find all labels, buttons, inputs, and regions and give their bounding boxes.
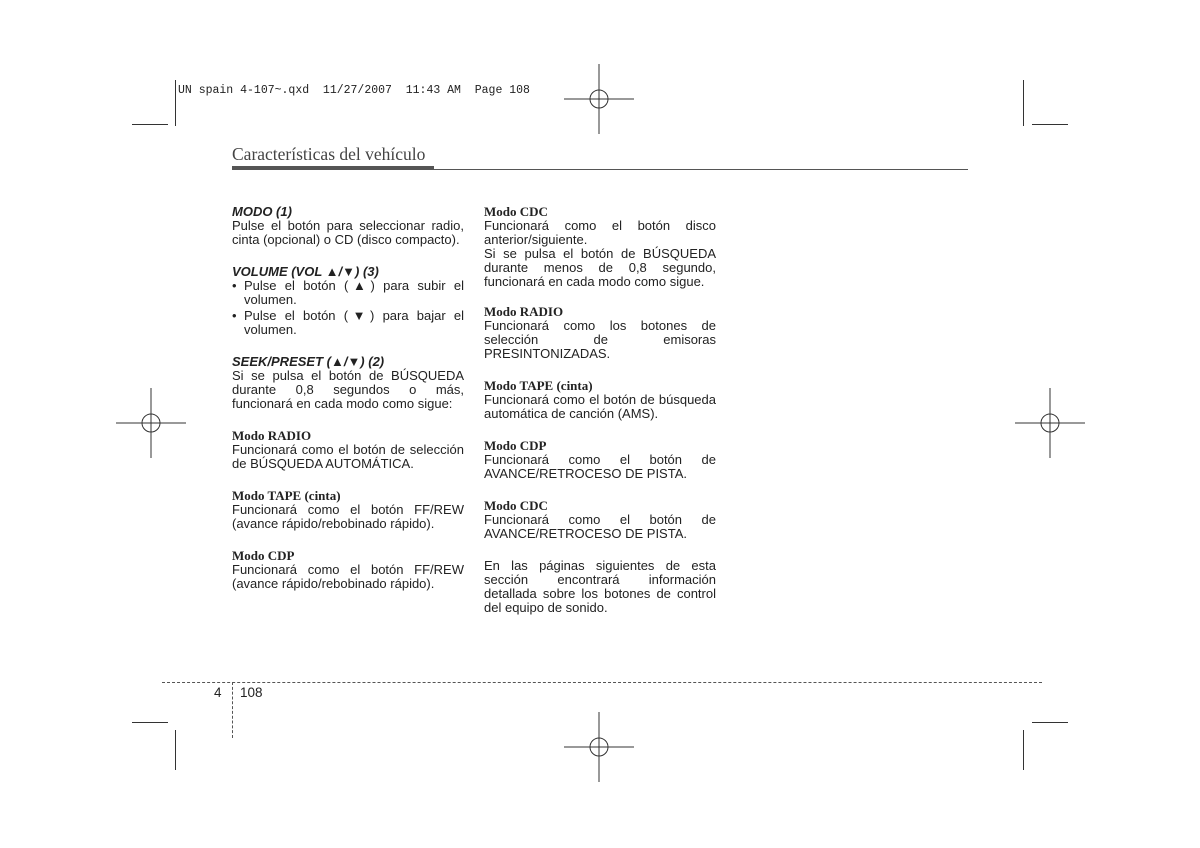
- crop-mark: [132, 124, 168, 125]
- crop-mark: [132, 722, 168, 723]
- tape-text: Funcionará como el botón de búsqueda automática de canción (AMS).: [484, 392, 716, 421]
- cdp-heading: Modo CDP: [232, 548, 295, 563]
- cdp-text-line: Funcionará como el botón de: [484, 452, 716, 467]
- crop-mark: [175, 80, 176, 126]
- footer-dashed-divider: [232, 682, 233, 738]
- cdc-heading: Modo CDC: [484, 204, 548, 219]
- print-slug: UN spain 4-107~.qxd 11/27/2007 11:43 AM Page 108: [178, 84, 530, 97]
- cdp-text: Funcionará como el botón FF/REW (avance rápido/rebobinado rápido).: [232, 562, 464, 591]
- radio-text-line: PRESINTONIZADAS.: [484, 346, 611, 361]
- tape-text: Funcionará como el botón FF/REW (avance rápido/rebobinado rápido).: [232, 502, 464, 531]
- list-item: [232, 279, 464, 307]
- radio-heading: Modo RADIO: [232, 428, 312, 443]
- radio-text: Funcionará como el botón de selección de BÚSQUEDA AUTOMÁTICA.: [232, 442, 464, 471]
- volume-down-text: Pulse el botón (▼) para bajar el volumen.: [244, 308, 464, 337]
- registration-crosshair-icon: [564, 712, 634, 782]
- cdc2-heading: Modo CDC: [484, 498, 548, 513]
- page-section: 4: [214, 685, 222, 700]
- volume-heading: VOLUME (VOL ▲/▼) (3): [232, 264, 379, 279]
- crop-mark: [1032, 124, 1068, 125]
- modo-heading: MODO (1): [232, 204, 292, 219]
- registration-crosshair-icon: [116, 388, 186, 458]
- bullet-icon: •: [232, 278, 237, 293]
- cdp-heading: Modo CDP: [484, 438, 547, 453]
- radio-text-line: Funcionará como los botones de: [484, 318, 716, 333]
- cdp-text-line: AVANCE/RETROCESO DE PISTA.: [484, 466, 687, 481]
- left-column: [232, 205, 464, 591]
- modo-text: Pulse el botón para seleccionar radio, cinta (opcional) o CD (disco compacto).: [232, 218, 464, 247]
- crop-mark: [1032, 722, 1068, 723]
- header-rule: [232, 169, 968, 170]
- short-press-text: Si se pulsa el botón de BÚSQUEDA durante menos de 0,8 segundo, funcionará en cada modo como sigue.: [484, 246, 716, 289]
- cdc2-text-line: Funcionará como el botón de: [484, 512, 716, 527]
- list-item: [232, 309, 464, 337]
- crop-mark: [175, 730, 176, 770]
- tape-heading: Modo TAPE (cinta): [484, 378, 593, 393]
- section-title: Características del vehículo: [232, 144, 426, 164]
- bullet-icon: •: [232, 308, 237, 323]
- registration-crosshair-icon: [1015, 388, 1085, 458]
- crop-mark: [1023, 730, 1024, 770]
- right-column: [484, 205, 716, 615]
- radio-heading: Modo RADIO: [484, 304, 564, 319]
- tape-heading: Modo TAPE (cinta): [232, 488, 341, 503]
- cdc-text: Funcionará como el botón disco anterior/siguiente.: [484, 218, 716, 247]
- cdc2-text-line: AVANCE/RETROCESO DE PISTA.: [484, 526, 687, 541]
- crop-mark: [1023, 80, 1024, 126]
- closing-text: En las páginas siguientes de esta sección encontrará información detallada sobre los botones de control del equipo de sonido.: [484, 558, 716, 615]
- seek-heading: SEEK/PRESET (▲/▼) (2): [232, 354, 385, 369]
- page-num: 108: [240, 685, 263, 700]
- registration-crosshair-icon: [564, 64, 634, 134]
- radio-text-line: selección de emisoras: [484, 332, 716, 347]
- seek-text: Si se pulsa el botón de BÚSQUEDA durante 0,8 segundos o más, funcionará en cada modo como sigue:: [232, 368, 464, 411]
- volume-up-text: Pulse el botón (▲) para subir el volumen.: [244, 278, 464, 307]
- footer-dashed-rule: [162, 682, 1042, 683]
